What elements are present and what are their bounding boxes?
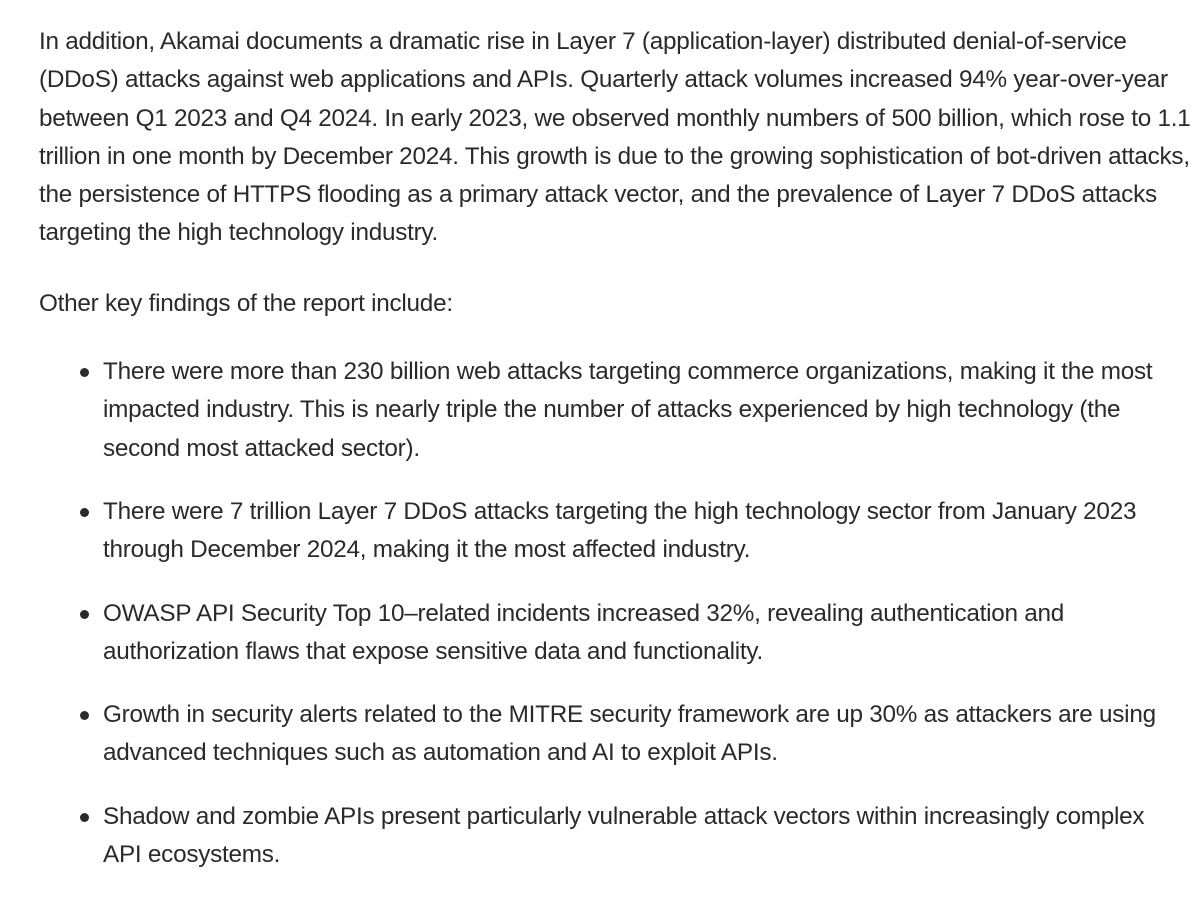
bullet-icon (80, 508, 89, 517)
finding-text: There were more than 230 billion web attacks targeting commerce organizations, making it the most impacted industry. This is nearly triple the number of attacks experienced by high technology (the second most attacked sector). (103, 358, 1153, 462)
list-item (103, 798, 1197, 875)
bullet-icon (80, 813, 89, 822)
list-item (103, 696, 1197, 773)
article-body (39, 23, 1197, 899)
finding-text: Growth in security alerts related to the MITRE security framework are up 30% as attackers are using advanced techniques such as automation and AI to exploit APIs. (103, 701, 1156, 767)
bullet-icon (80, 368, 89, 377)
findings-list (39, 353, 1197, 874)
finding-text: OWASP API Security Top 10–related incidents increased 32%, revealing authentication and authorization flaws that expose sensitive data and functionality. (103, 599, 1065, 665)
list-item (103, 353, 1197, 468)
findings-intro: Other key findings of the report include: (39, 289, 453, 317)
finding-text: There were 7 trillion Layer 7 DDoS attacks targeting the high technology sector from January 2023 through December 2024, making it the most affected industry. (103, 497, 1137, 564)
finding-text: Shadow and zombie APIs present particularly vulnerable attack vectors within increasingly complex API ecosystems. (103, 802, 1145, 869)
list-item (103, 493, 1197, 570)
bullet-icon (80, 711, 89, 720)
list-item (103, 595, 1197, 672)
bullet-icon (80, 610, 89, 619)
ddos-paragraph: In addition, Akamai documents a dramatic rise in Layer 7 (application-layer) distributed denial-of-service (DDoS) attacks against web applications and APIs. Quarterly attack volumes increased 94% year-over-year between Q1 2023 and Q4 2024. In early 2023, we observed monthly numbers of 500 billion, which rose to 1.1 trillion in one month by December 2024. This growth is due to the growing sophistication of bot-driven attacks, the persistence of HTTPS flooding as a primary attack vector, and the prevalence of Layer 7 DDoS attacks targeting the high technology industry. (39, 28, 1191, 247)
